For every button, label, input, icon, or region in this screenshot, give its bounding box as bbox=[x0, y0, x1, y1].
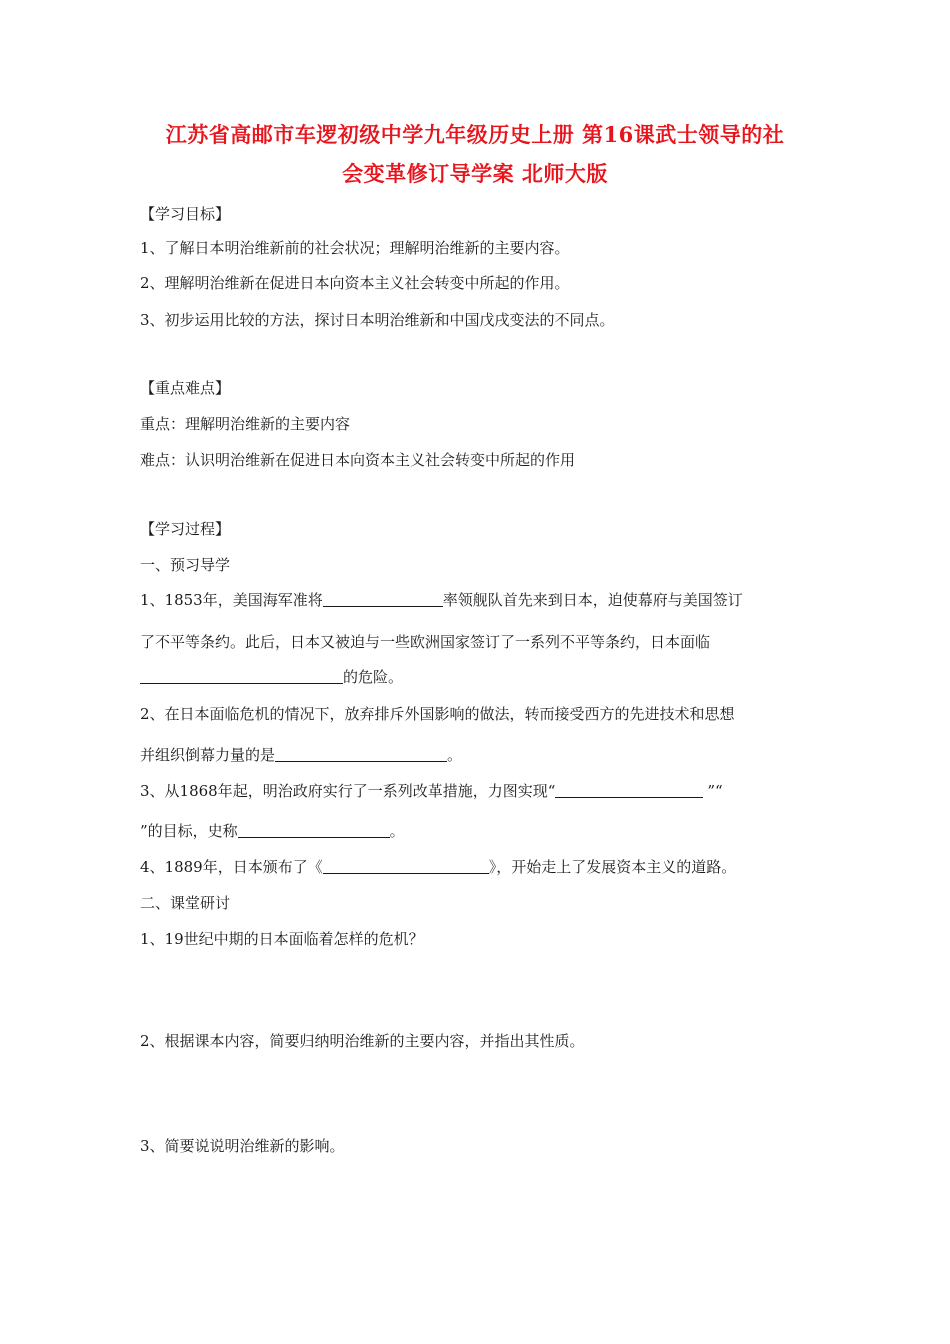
question-text: 。 bbox=[389, 822, 405, 840]
objectives-heading: 【学习目标】 bbox=[140, 205, 231, 223]
question-text: 率领舰队首先来到日本，迫使幕府与美国签订 bbox=[442, 591, 743, 609]
fill-in-blank[interactable] bbox=[323, 857, 489, 874]
document-title-line-1: 江苏省高邮市车逻初级中学九年级历史上册 第16课武士领导的社 bbox=[165, 122, 785, 147]
question-text: 并组织倒幕力量的是 bbox=[140, 746, 276, 764]
process-heading: 【学习过程】 bbox=[140, 520, 231, 538]
key-point: 重点：理解明治维新的主要内容 bbox=[140, 415, 351, 433]
question-text: 3、从1868年起，明治政府实行了一系列改革措施，力图实现“ bbox=[140, 782, 556, 800]
question-text: 4、1889年，日本颁布了《 bbox=[140, 858, 323, 876]
discussion-question-3: 3、简要说说明治维新的影响。 bbox=[140, 1137, 345, 1155]
question-text: ”的目标，史称 bbox=[140, 822, 238, 840]
discussion-question-1: 1、19世纪中期的日本面临着怎样的危机？ bbox=[140, 930, 424, 948]
objective-item-2: 2、理解明治维新在促进日本向资本主义社会转变中所起的作用。 bbox=[140, 274, 570, 292]
preview-question-2-line-1: 2、在日本面临危机的情况下，放弃排斥外国影响的做法，转而接受西方的先进技术和思想 bbox=[140, 705, 735, 723]
preview-question-1-line-1 bbox=[140, 590, 743, 610]
objective-item-1: 1、了解日本明治维新前的社会状况；理解明治维新的主要内容。 bbox=[140, 239, 570, 257]
discussion-question-2: 2、根据课本内容，简要归纳明治维新的主要内容，并指出其性质。 bbox=[140, 1032, 585, 1050]
question-text: 的危险。 bbox=[343, 668, 404, 686]
preview-question-1-line-3 bbox=[140, 667, 403, 687]
question-text: ”“ bbox=[707, 782, 723, 800]
preview-question-3-line-1 bbox=[140, 781, 723, 801]
preview-heading: 一、预习导学 bbox=[140, 556, 231, 574]
preview-question-4 bbox=[140, 857, 736, 877]
objective-item-3: 3、初步运用比较的方法，探讨日本明治维新和中国戊戌变法的不同点。 bbox=[140, 311, 615, 329]
discussion-heading: 二、课堂研讨 bbox=[140, 894, 231, 912]
question-text: 1、1853年，美国海军准将 bbox=[140, 591, 323, 609]
preview-question-3-line-2 bbox=[140, 821, 405, 841]
fill-in-blank[interactable] bbox=[238, 821, 390, 838]
preview-question-1-line-2: 了不平等条约。此后，日本又被迫与一些欧洲国家签订了一系列不平等条约，日本面临 bbox=[140, 633, 711, 651]
question-text: 。 bbox=[447, 746, 463, 764]
document-title-line-2: 会变革修订导学案 北师大版 bbox=[342, 161, 608, 186]
fill-in-blank[interactable] bbox=[323, 590, 443, 607]
question-text: 》，开始走上了发展资本主义的道路。 bbox=[488, 858, 737, 876]
fill-in-blank[interactable] bbox=[555, 781, 703, 798]
preview-question-2-line-2 bbox=[140, 745, 462, 765]
fill-in-blank[interactable] bbox=[140, 667, 343, 684]
fill-in-blank[interactable] bbox=[275, 745, 447, 762]
difficult-point: 难点：认识明治维新在促进日本向资本主义社会转变中所起的作用 bbox=[140, 451, 576, 469]
key-points-heading: 【重点难点】 bbox=[140, 379, 231, 397]
